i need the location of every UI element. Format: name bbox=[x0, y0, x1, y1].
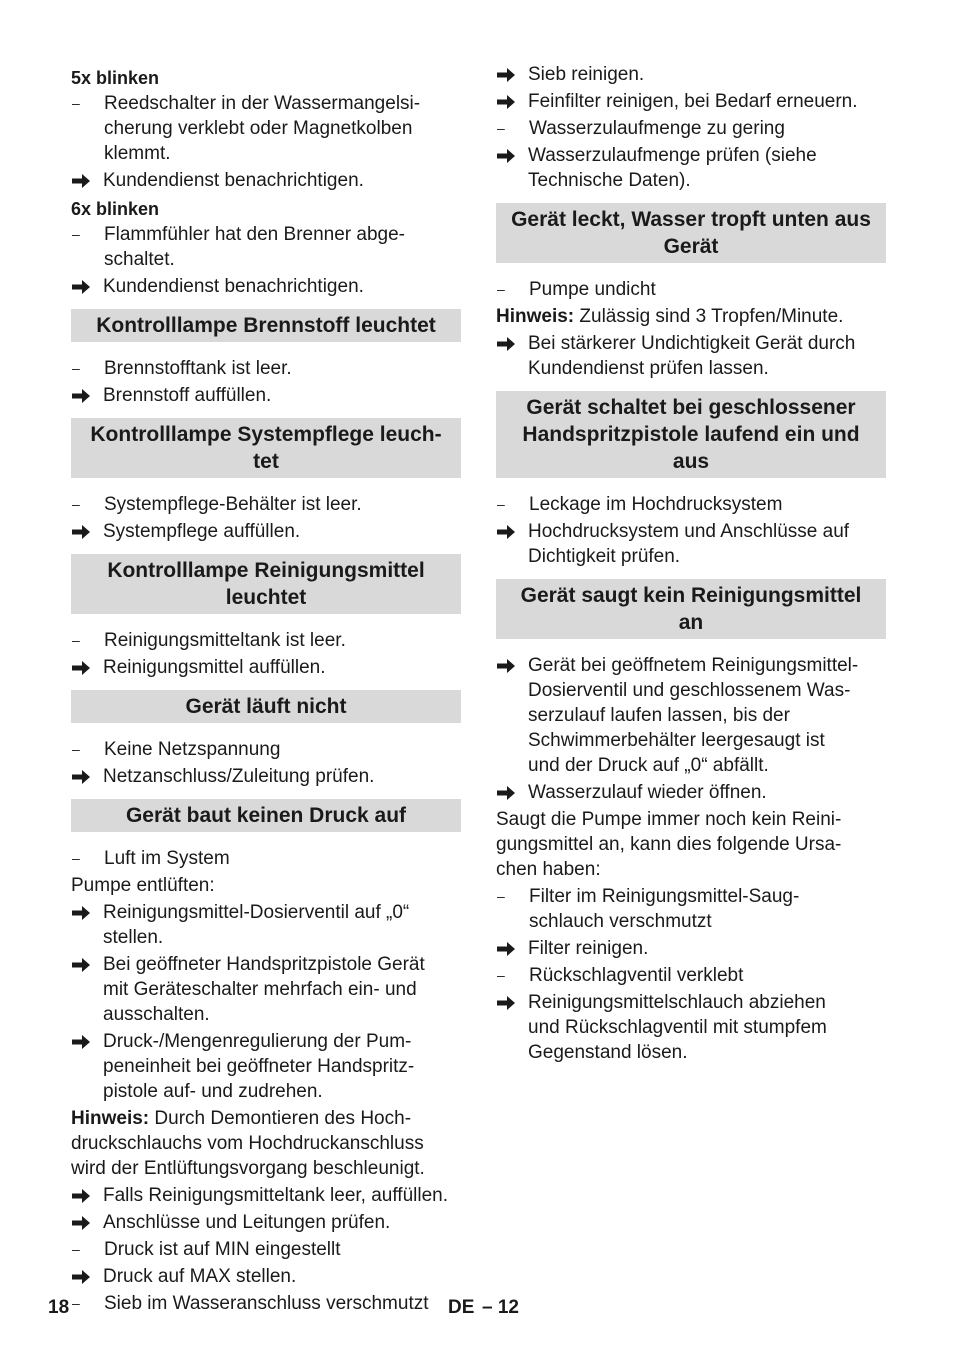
action-item bbox=[71, 519, 461, 544]
arrow-marker bbox=[496, 780, 528, 805]
arrow-marker bbox=[71, 900, 103, 950]
right-column bbox=[496, 62, 886, 1067]
action-item bbox=[496, 653, 886, 778]
arrow-right-icon bbox=[71, 659, 91, 677]
section-heading: Gerät saugt kein Reinigungsmittel an bbox=[496, 579, 886, 639]
item-text: Reinigungsmittelschlauch abziehen und Rückschlagventil mit stumpfem Gegenstand lösen. bbox=[528, 992, 827, 1063]
cause-item bbox=[71, 356, 461, 381]
item-text: Luft im System bbox=[104, 848, 230, 869]
arrow-marker bbox=[71, 764, 103, 789]
arrow-right-icon bbox=[496, 147, 516, 165]
left-column bbox=[71, 62, 461, 1318]
item-text: Brennstofftank ist leer. bbox=[104, 358, 292, 379]
arrow-marker bbox=[496, 89, 528, 114]
dash-marker: – bbox=[497, 120, 505, 136]
arrow-marker bbox=[496, 143, 528, 193]
item-text: Keine Netzspannung bbox=[104, 739, 281, 760]
action-item bbox=[71, 383, 461, 408]
action-item bbox=[496, 143, 886, 193]
arrow-marker bbox=[71, 1210, 103, 1235]
subheading: 6x blinken bbox=[71, 199, 160, 219]
cause-item bbox=[496, 884, 886, 934]
dash-marker: – bbox=[72, 496, 80, 512]
arrow-marker bbox=[71, 168, 103, 193]
dash-marker: – bbox=[72, 1241, 80, 1257]
item-text: Sieb im Wasseranschluss verschmutzt bbox=[104, 1293, 429, 1314]
cause-item bbox=[496, 116, 886, 141]
arrow-right-icon bbox=[71, 523, 91, 541]
item-text: Reedschalter in der Wassermangelsi- cherung verklebt oder Magnetkolben klemmt. bbox=[104, 93, 421, 164]
paragraph: Saugt die Pumpe immer noch kein Reini- gungsmittel an, kann dies folgende Ursa- chen haben: bbox=[496, 809, 842, 880]
arrow-marker bbox=[71, 383, 103, 408]
item-text: Druck ist auf MIN eingestellt bbox=[104, 1239, 341, 1260]
action-item bbox=[71, 655, 461, 680]
arrow-right-icon bbox=[71, 387, 91, 405]
action-item bbox=[71, 1029, 461, 1104]
arrow-marker bbox=[71, 952, 103, 1027]
arrow-right-icon bbox=[71, 278, 91, 296]
arrow-marker bbox=[71, 655, 103, 680]
arrow-right-icon bbox=[71, 956, 91, 974]
arrow-marker bbox=[71, 519, 103, 544]
section-heading: Kontrolllampe Systempflege leuch- tet bbox=[71, 418, 461, 478]
dash-marker: – bbox=[72, 360, 80, 376]
cause-item bbox=[496, 492, 886, 517]
item-text: Anschlüsse und Leitungen prüfen. bbox=[103, 1212, 391, 1233]
item-text: Bei stärkerer Undichtigkeit Gerät durch Kundendienst prüfen lassen. bbox=[528, 333, 856, 379]
arrow-right-icon bbox=[496, 93, 516, 111]
arrow-right-icon bbox=[71, 1033, 91, 1051]
item-text: Kundendienst benachrichtigen. bbox=[103, 170, 364, 191]
action-item bbox=[71, 952, 461, 1027]
arrow-right-icon bbox=[71, 904, 91, 922]
cause-item bbox=[71, 846, 461, 871]
action-item bbox=[71, 764, 461, 789]
item-text: Pumpe undicht bbox=[529, 279, 656, 300]
paragraph: Pumpe entlüften: bbox=[71, 875, 215, 896]
cause-item bbox=[71, 737, 461, 762]
item-text: Wasserzulaufmenge prüfen (siehe Technische Daten). bbox=[528, 145, 817, 191]
cause-item bbox=[496, 963, 886, 988]
cause-item bbox=[71, 1291, 461, 1316]
dash-marker: – bbox=[72, 741, 80, 757]
action-item bbox=[496, 62, 886, 87]
arrow-marker bbox=[71, 1264, 103, 1289]
item-text: Leckage im Hochdrucksystem bbox=[529, 494, 783, 515]
arrow-right-icon bbox=[496, 523, 516, 541]
arrow-right-icon bbox=[496, 994, 516, 1012]
arrow-marker bbox=[496, 331, 528, 381]
item-text: Feinfilter reinigen, bei Bedarf erneuern. bbox=[528, 91, 858, 112]
arrow-marker bbox=[496, 62, 528, 87]
item-text: Wasserzulauf wieder öffnen. bbox=[528, 782, 767, 803]
action-item bbox=[496, 936, 886, 961]
dash-marker: – bbox=[72, 95, 80, 111]
page-number: 18 bbox=[48, 1297, 70, 1318]
arrow-right-icon bbox=[71, 172, 91, 190]
item-text: Kundendienst benachrichtigen. bbox=[103, 276, 364, 297]
section-heading: Gerät läuft nicht bbox=[71, 690, 461, 723]
action-item bbox=[71, 1210, 461, 1235]
item-text: Hochdrucksystem und Anschlüsse auf Dichtigkeit prüfen. bbox=[528, 521, 850, 567]
arrow-right-icon bbox=[71, 1214, 91, 1232]
arrow-marker bbox=[71, 274, 103, 299]
item-text: Reinigungsmitteltank ist leer. bbox=[104, 630, 346, 651]
item-text: Systempflege-Behälter ist leer. bbox=[104, 494, 362, 515]
action-item bbox=[71, 168, 461, 193]
arrow-marker bbox=[71, 1183, 103, 1208]
item-text: Druck-/Mengenregulierung der Pum- peneinheit bei geöffneter Handspritz- pistole auf- und zudrehen. bbox=[103, 1031, 415, 1102]
arrow-right-icon bbox=[496, 784, 516, 802]
item-text: Gerät bei geöffnetem Reinigungsmittel- Dosierventil und geschlossenem Was- serzulauf laufen lassen, bis der Schwimmerbehälter leergesaugt ist und der Druck auf „0“ abfällt. bbox=[528, 655, 859, 776]
action-item bbox=[496, 780, 886, 805]
dash-marker: – bbox=[497, 967, 505, 983]
dash-marker: – bbox=[72, 1295, 80, 1311]
item-text: Reinigungsmittel auffüllen. bbox=[103, 657, 326, 678]
item-text: Reinigungsmittel-Dosierventil auf „0“ stellen. bbox=[103, 902, 410, 948]
language-code: DE bbox=[448, 1297, 475, 1318]
dash-marker: – bbox=[72, 850, 80, 866]
item-text: Sieb reinigen. bbox=[528, 64, 645, 85]
arrow-right-icon bbox=[496, 335, 516, 353]
item-text: Rückschlagventil verklebt bbox=[529, 965, 744, 986]
action-item bbox=[71, 1183, 461, 1208]
dash-marker: – bbox=[497, 496, 505, 512]
dash-marker: – bbox=[72, 226, 80, 242]
section-heading: Gerät baut keinen Druck auf bbox=[71, 799, 461, 832]
arrow-marker bbox=[496, 519, 528, 569]
item-text: Druck auf MAX stellen. bbox=[103, 1266, 297, 1287]
arrow-marker bbox=[496, 990, 528, 1065]
arrow-right-icon bbox=[71, 1187, 91, 1205]
cause-item bbox=[71, 91, 461, 166]
item-text: Systempflege auffüllen. bbox=[103, 521, 301, 542]
section-heading: Gerät leckt, Wasser tropft unten aus Gerät bbox=[496, 203, 886, 263]
action-item bbox=[496, 331, 886, 381]
cause-item bbox=[71, 222, 461, 272]
section-heading: Kontrolllampe Brennstoff leuchtet bbox=[71, 309, 461, 342]
arrow-marker bbox=[496, 936, 528, 961]
cause-item bbox=[71, 492, 461, 517]
action-item bbox=[496, 990, 886, 1065]
item-text: Filter reinigen. bbox=[528, 938, 649, 959]
item-text: Filter im Reinigungsmittel-Saug- schlauch verschmutzt bbox=[529, 886, 800, 932]
subheading: 5x blinken bbox=[71, 68, 160, 88]
arrow-marker bbox=[71, 1029, 103, 1104]
arrow-right-icon bbox=[71, 1268, 91, 1286]
item-text: Wasserzulaufmenge zu gering bbox=[529, 118, 785, 139]
arrow-right-icon bbox=[496, 940, 516, 958]
arrow-marker bbox=[496, 653, 528, 778]
cause-item bbox=[71, 1237, 461, 1262]
dash-marker: – bbox=[497, 281, 505, 297]
note-text: Zulässig sind 3 Tropfen/Minute. bbox=[574, 306, 844, 327]
item-text: Brennstoff auffüllen. bbox=[103, 385, 272, 406]
action-item bbox=[496, 519, 886, 569]
section-page-number: – 12 bbox=[482, 1297, 519, 1318]
arrow-right-icon bbox=[496, 66, 516, 84]
section-heading: Kontrolllampe Reinigungsmittel leuchtet bbox=[71, 554, 461, 614]
item-text: Falls Reinigungsmitteltank leer, auffüllen. bbox=[103, 1185, 449, 1206]
item-text: Bei geöffneter Handspritzpistole Gerät mit Geräteschalter mehrfach ein- und ausschalten. bbox=[103, 954, 425, 1025]
action-item bbox=[496, 89, 886, 114]
dash-marker: – bbox=[72, 632, 80, 648]
arrow-right-icon bbox=[496, 657, 516, 675]
section-heading: Gerät schaltet bei geschlossener Handspritzpistole laufend ein und aus bbox=[496, 391, 886, 478]
note-paragraph bbox=[496, 304, 886, 329]
arrow-right-icon bbox=[71, 768, 91, 786]
note-label: Hinweis: bbox=[71, 1108, 150, 1129]
cause-item bbox=[496, 277, 886, 302]
item-text: Netzanschluss/Zuleitung prüfen. bbox=[103, 766, 375, 787]
action-item bbox=[71, 1264, 461, 1289]
dash-marker: – bbox=[497, 888, 505, 904]
action-item bbox=[71, 900, 461, 950]
action-item bbox=[71, 274, 461, 299]
note-paragraph bbox=[71, 1106, 461, 1181]
cause-item bbox=[71, 628, 461, 653]
note-label: Hinweis: bbox=[496, 306, 575, 327]
note-text: Durch Demontieren des Hoch- druckschlauchs vom Hochdruckanschluss wird der Entlüftungsvorgang beschleunigt. bbox=[71, 1108, 425, 1179]
item-text: Flammfühler hat den Brenner abge- schaltet. bbox=[104, 224, 405, 270]
